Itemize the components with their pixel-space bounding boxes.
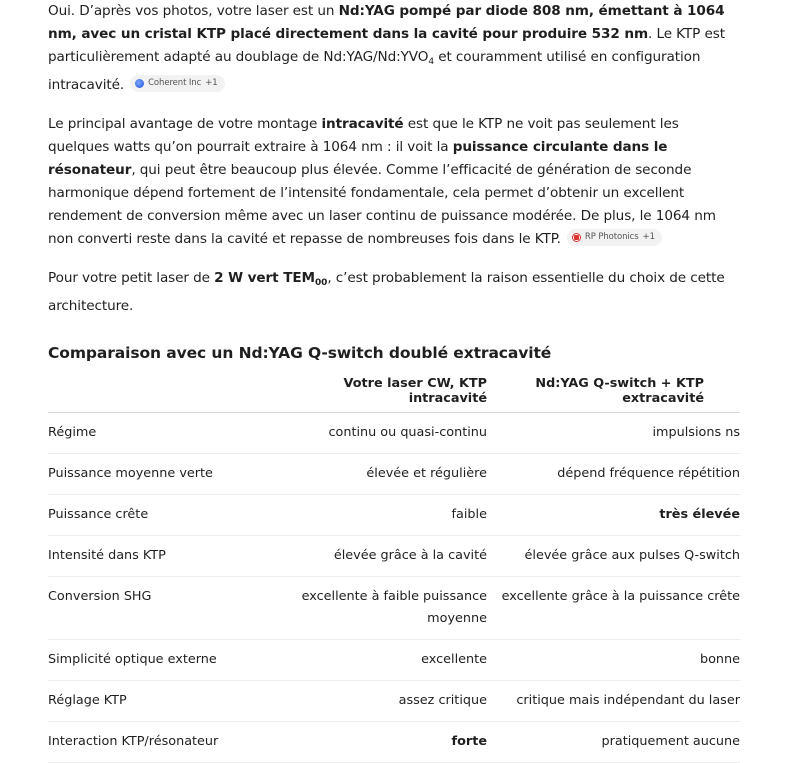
table-cell: Intensité dans KTP <box>48 536 298 577</box>
table-row <box>48 681 740 722</box>
paragraph-1 <box>48 0 740 97</box>
table-cell: Interaction KTP/résonateur <box>48 722 298 763</box>
table-cell: pratiquement aucune <box>487 722 740 763</box>
table-cell: Puissance moyenne verte <box>48 454 298 495</box>
table-cell: Régime <box>48 413 298 454</box>
table-cell: très élevée <box>487 495 740 536</box>
table-cell: impulsions ns <box>487 413 740 454</box>
table-cell: excellente <box>298 640 487 681</box>
rp-photonics-logo-icon <box>572 233 581 242</box>
table-cell: critique mais indépendant du laser <box>487 681 740 722</box>
table-row <box>48 640 740 681</box>
table-cell: continu ou quasi-continu <box>298 413 487 454</box>
citation-more-count: +1 <box>205 78 218 88</box>
table-cell: excellente à faible puissance moyenne <box>298 577 487 640</box>
table-cell: forte <box>298 722 487 763</box>
paragraph-3 <box>48 267 740 318</box>
table-cell: Réglage KTP <box>48 681 298 722</box>
citation-more-count: +1 <box>642 232 655 242</box>
table-cell: élevée grâce à la cavité <box>298 536 487 577</box>
comparison-table <box>48 376 740 763</box>
section-title: Comparaison avec un Nd:YAG Q-switch doublé extracavité <box>48 344 552 362</box>
paragraph-2 <box>48 113 740 251</box>
table-row <box>48 536 740 577</box>
table-header-cell <box>48 376 298 413</box>
table-cell: dépend fréquence répétition <box>487 454 740 495</box>
bold-text-main: 2 W vert TEM <box>214 270 315 286</box>
text: Pour votre petit laser de <box>48 270 215 286</box>
coherent-logo-icon <box>135 79 144 88</box>
text: est que le KTP ne voit pas seulement les quelques watts qu’on pourrait extraire à 1064 nm : il voit la <box>48 116 679 155</box>
table-row <box>48 454 740 495</box>
table-cell: élevée grâce aux pulses Q-switch <box>487 536 740 577</box>
table-cell: faible <box>298 495 487 536</box>
table-row <box>48 577 740 640</box>
subscript: 4 <box>428 57 434 67</box>
table-cell: assez critique <box>298 681 487 722</box>
subscript: 00 <box>314 278 328 288</box>
text: . Le KTP est particulièrement adapté au doublage de Nd:YAG/Nd:YVO <box>48 26 725 65</box>
citation-source: Coherent Inc <box>148 78 202 88</box>
table-cell: Conversion SHG <box>48 577 298 640</box>
table-cell: excellente grâce à la puissance crête <box>487 577 740 640</box>
table-cell: Puissance crête <box>48 495 298 536</box>
table-header-cell: Votre laser CW, KTP intracavité <box>298 376 487 413</box>
table-row <box>48 722 740 763</box>
bold-text: intracavité <box>321 116 404 132</box>
table-row <box>48 413 740 454</box>
table-header-row <box>48 376 740 413</box>
table-cell: bonne <box>487 640 740 681</box>
bold-text <box>214 270 327 286</box>
table-row <box>48 495 740 536</box>
table-cell: élevée et régulière <box>298 454 487 495</box>
citation-chip-coherent[interactable] <box>130 75 224 92</box>
bold-text: puissance circulante dans le résonateur <box>48 139 668 178</box>
text: Oui. D’après vos photos, votre laser est un <box>48 3 339 19</box>
text: Le principal avantage de votre montage <box>48 116 322 132</box>
text: , qui peut être beaucoup plus élevée. Comme l’efficacité de génération de seconde harmonique dépend fortement de l’intensité fondamentale, cela permet d’obtenir un excellent rendement de conversion même avec un laser continu de puissance modérée. De plus, le 1064 nm non converti reste dans la cavité et repasse de nombreuses fois dans le KTP. <box>48 162 716 247</box>
text: et couramment utilisé en configuration intracavité. <box>48 49 701 93</box>
text: , c’est probablement la raison essentielle du choix de cette architecture. <box>48 270 725 314</box>
citation-source: RP Photonics <box>584 232 639 242</box>
table-header-cell: Nd:YAG Q-switch + KTP extracavité <box>487 376 740 413</box>
table-cell: Simplicité optique externe <box>48 640 298 681</box>
chat-response <box>48 0 740 763</box>
citation-chip-rp-photonics[interactable] <box>567 229 662 246</box>
bold-text: Nd:YAG pompé par diode 808 nm, émettant à 1064 nm, avec un cristal KTP placé directement dans la cavité pour produire 532 nm <box>48 3 725 42</box>
